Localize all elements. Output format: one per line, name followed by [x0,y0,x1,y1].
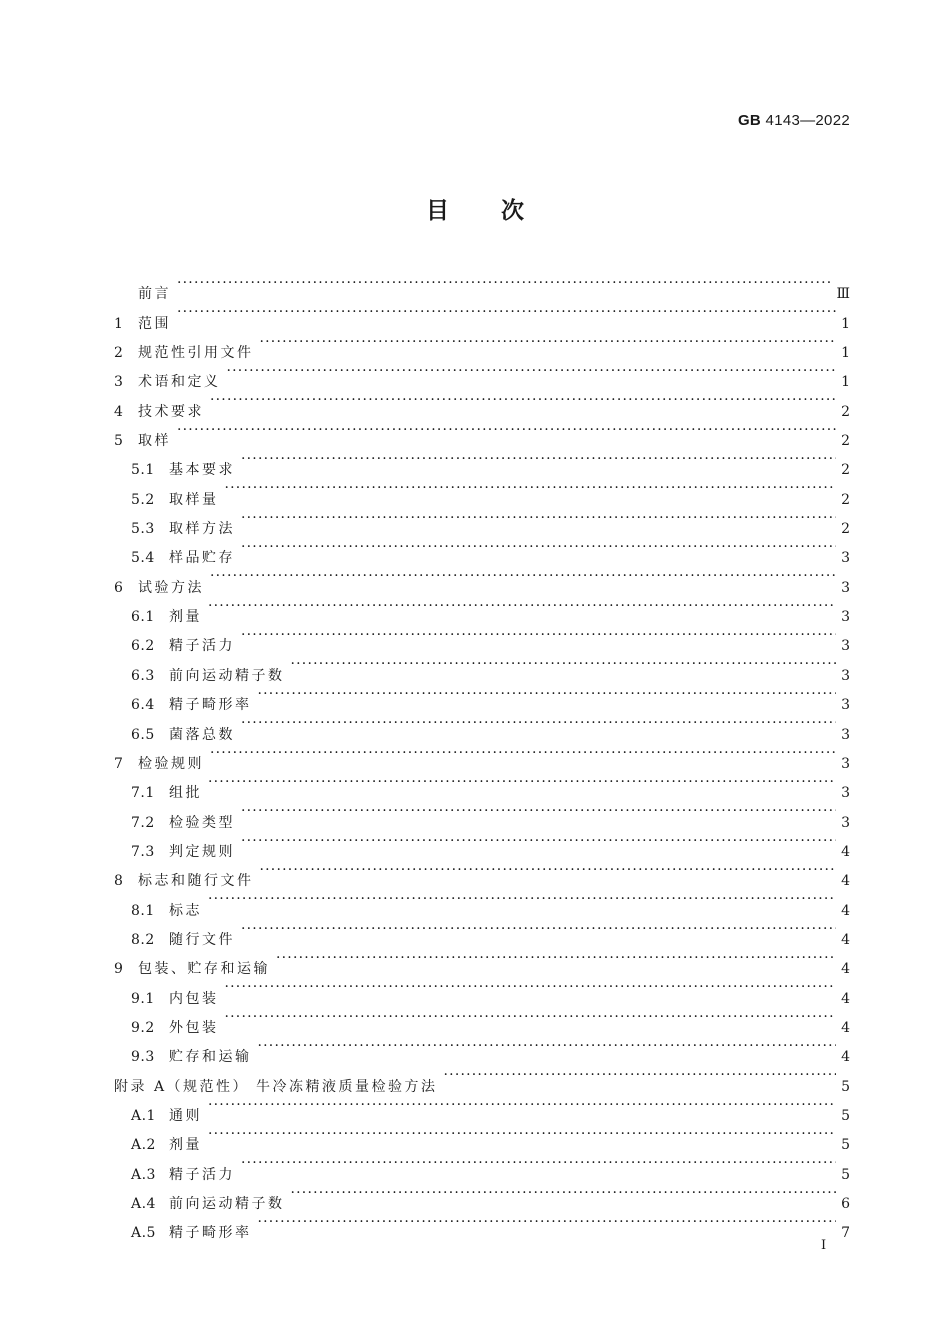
toc-dot-leader [208,1120,836,1149]
toc-entry-page: 4 [841,990,850,1007]
toc-entry-number: 6.1 [131,609,155,626]
toc-entry-page: 4 [841,1049,850,1066]
toc-entry-page: 3 [841,755,850,772]
toc-entry-title: 剂量 [169,1137,202,1154]
toc-entry-page: 3 [841,697,850,714]
standard-code [738,112,850,129]
toc-entry-page: 4 [841,931,850,948]
toc-dot-leader [444,1061,836,1090]
toc-entry-title: 检验规则 [138,755,204,772]
toc-entry[interactable] [114,416,850,450]
toc-entry-number: 6.5 [131,726,155,743]
toc-dot-leader [258,680,837,709]
page-title: 目次 [426,197,576,224]
toc-entry-title: 前向运动精子数 [169,1196,285,1212]
toc-entry-page: 7 [841,1225,850,1242]
toc-entry-number: 8.1 [131,902,155,919]
toc-dot-leader [241,709,836,738]
toc-entry-number: A.3 [131,1166,156,1183]
toc-entry-page: 3 [841,667,850,684]
toc-entry-title: 贮存和运输 [169,1049,252,1066]
toc-entry[interactable] [114,739,850,772]
toc-entry-title: 随行文件 [169,931,235,948]
toc-dot-leader [241,915,836,944]
toc-entry[interactable] [114,504,850,538]
toc-entry-title: 术语和定义 [138,374,221,391]
toc-dot-leader [177,269,832,298]
toc-entry-page: 4 [841,843,850,860]
toc-dot-leader [210,386,836,415]
toc-entry-page: 4 [841,1019,850,1036]
toc-entry-page: 3 [841,726,850,743]
toc-dot-leader [225,1003,837,1032]
toc-entry[interactable] [114,328,850,362]
toc-entry-page: 3 [841,550,850,567]
toc-entry-title: 组批 [169,785,202,802]
toc-entry-number: 6 [114,579,124,596]
toc-entry-title: 包装、贮存和运输 [138,961,270,978]
toc-entry-title: 范围 [138,315,171,332]
toc-entry-page: 5 [841,1166,850,1183]
toc-dot-leader [208,885,836,914]
toc-dot-leader [227,357,837,386]
toc-dot-leader [210,562,836,591]
toc-entry-title: 精子畸形率 [169,697,252,714]
toc-entry-page: 6 [841,1196,850,1212]
toc-entry[interactable] [114,1120,850,1154]
toc-entry-page: 2 [841,521,850,538]
toc-entry-title: 通则 [169,1107,202,1124]
page-number: I [821,1238,827,1253]
toc-dot-leader [241,445,836,474]
toc-dot-leader [258,1208,837,1237]
toc-entry[interactable] [114,1003,850,1036]
toc-entry-page: 3 [841,785,850,802]
toc-dot-leader [241,621,836,650]
toc-entry-number: A.2 [131,1137,156,1154]
toc-entry[interactable] [114,1091,850,1124]
toc-entry-title: 精子活力 [169,638,235,655]
toc-entry-number: 7 [114,755,124,772]
toc-dot-leader [241,504,836,533]
toc-dot-leader [291,1179,837,1208]
toc-entry-title: 样品贮存 [169,550,235,567]
toc-entry[interactable] [114,474,850,508]
toc-dot-leader [210,739,836,768]
toc-entry[interactable] [114,621,850,655]
toc-entry[interactable] [114,445,850,479]
standard-number: 4143—2022 [765,112,850,129]
toc-dot-leader [241,827,836,856]
toc-entry-number: A.5 [131,1225,156,1242]
toc-entry-number: 9 [114,961,124,978]
toc-entry[interactable] [114,298,850,332]
toc-entry-title: 精子活力 [169,1166,235,1183]
toc-entry-number: 9.2 [131,1019,155,1036]
toc-entry-number: 5.3 [131,521,155,538]
toc-entry-number: 5.1 [131,462,155,479]
toc-entry[interactable] [114,1149,850,1183]
toc-entry-number: 5.2 [131,491,155,508]
toc-entry-page: Ⅲ [836,286,850,303]
toc-entry-number: 9.3 [131,1049,155,1066]
toc-dot-leader [225,973,837,1002]
toc-entry-number: 8 [114,873,124,890]
toc-entry-title: 前向运动精子数 [169,667,285,684]
toc-dot-leader [291,650,837,679]
toc-entry[interactable] [114,269,850,303]
toc-entry-number: 7.1 [131,785,155,802]
toc-dot-leader [276,944,836,973]
toc-entry-number: A.1 [131,1107,156,1124]
toc-dot-leader [208,592,836,621]
toc-entry-number: 1 [114,315,124,332]
toc-entry-title: 精子畸形率 [169,1225,252,1242]
toc-entry-number: 6.3 [131,667,155,684]
toc-entry-title: 检验类型 [169,814,235,831]
toc-entry[interactable] [114,915,850,948]
toc-entry-number: A.4 [131,1196,156,1212]
toc-entry-title: 外包装 [169,1019,219,1036]
toc-dot-leader [260,328,837,357]
toc-dot-leader [241,797,836,826]
toc-entry-page: 4 [841,961,850,978]
toc-entry-page: 2 [841,403,850,420]
toc-entry[interactable] [114,885,850,919]
toc-entry[interactable] [114,1032,850,1066]
toc-entry-number: 3 [114,374,124,391]
toc-entry-title: 判定规则 [169,843,235,860]
toc-entry-page: 2 [841,491,850,508]
toc-entry[interactable] [114,592,850,626]
toc-entry-title: 附录 A（规范性） 牛冷冻精液质量检验方法 [114,1078,438,1095]
toc-entry-number: 8.2 [131,931,155,948]
toc-dot-leader [241,1149,836,1178]
toc-entry[interactable] [114,973,850,1007]
toc-entry-number: 5 [114,433,124,450]
toc-dot-leader [208,1091,836,1120]
toc-entry-page: 3 [841,814,850,831]
toc-entry-title: 取样量 [169,491,219,508]
toc-entry-number: 6.2 [131,638,155,655]
toc-entry-page: 2 [841,433,850,450]
toc-entry-page: 5 [841,1078,850,1095]
toc-entry-number: 5.4 [131,550,155,567]
toc-dot-leader [241,533,836,562]
toc-entry-number: 9.1 [131,990,155,1007]
toc-entry[interactable] [114,768,850,802]
toc-entry-title: 规范性引用文件 [138,345,254,362]
toc-entry-title: 试验方法 [138,579,204,596]
toc-entry-title: 标志 [169,902,202,919]
toc-entry[interactable] [114,797,850,831]
toc-dot-leader [260,856,837,885]
toc-entry-page: 2 [841,462,850,479]
toc-dot-leader [177,298,836,327]
toc-entry[interactable] [114,562,850,596]
toc-entry-title: 标志和随行文件 [138,873,254,890]
toc-entry-title: 内包装 [169,990,219,1007]
toc-dot-leader [258,1032,837,1061]
toc-entry-page: 1 [841,345,850,362]
toc-dot-leader [177,416,836,445]
toc-entry-title: 技术要求 [138,403,204,420]
toc-entry-page: 1 [841,374,850,391]
toc-entry-title: 基本要求 [169,462,235,479]
toc-entry-number: 6.4 [131,697,155,714]
toc-entry-page: 4 [841,873,850,890]
toc-entry-page: 3 [841,638,850,655]
toc-entry-page: 5 [841,1137,850,1154]
toc-entry-page: 3 [841,609,850,626]
toc-entry-number: 7.2 [131,814,155,831]
toc-entry-title: 取样 [138,433,171,450]
toc-entry-number: 7.3 [131,843,155,860]
toc-entry-number: 4 [114,403,124,420]
toc-entry-page: 5 [841,1107,850,1124]
standard-prefix: GB [737,112,762,129]
toc-entry-title: 前言 [138,286,171,303]
toc-entry-page: 4 [841,902,850,919]
toc-entry-title: 菌落总数 [169,726,235,743]
toc-entry-page: 1 [841,315,850,332]
toc-entry-number: 2 [114,345,124,362]
toc-entry-title: 取样方法 [169,521,235,538]
toc-entry-title: 剂量 [169,609,202,626]
toc-entry-page: 3 [841,579,850,596]
toc-dot-leader [225,474,837,503]
toc-entry[interactable] [114,386,850,420]
toc-dot-leader [208,768,836,797]
table-of-contents [114,269,850,1242]
